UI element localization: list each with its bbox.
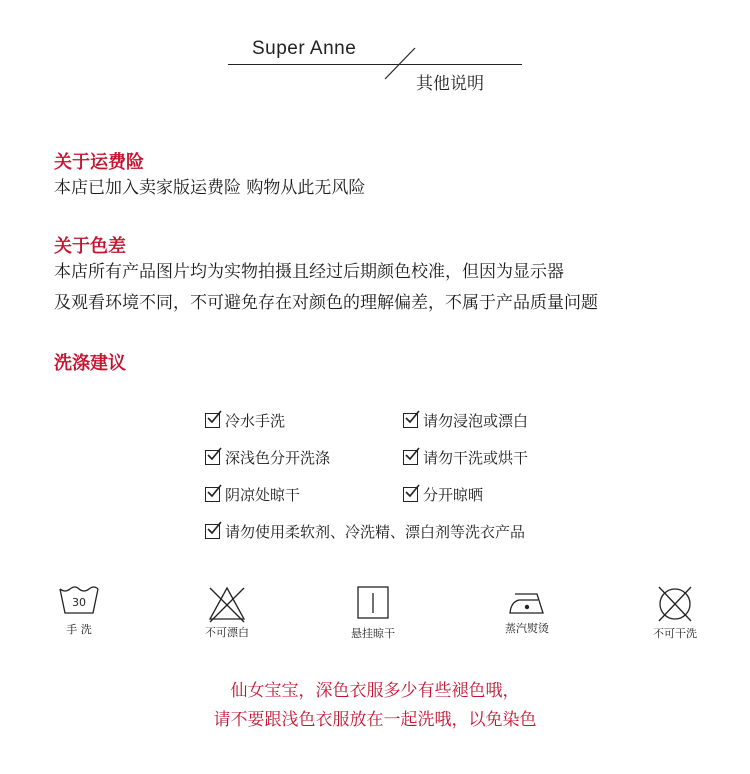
care-label: 悬挂晾干 [351, 627, 395, 640]
color-difference-line-1: 本店所有产品图片均为实物拍摄且经过后期颜色校准，但因为显示器 [54, 262, 564, 282]
wash-tip-label: 深浅色分开洗涤 [225, 449, 331, 467]
wash-temperature: 30 [72, 596, 86, 609]
washing-title: 洗涤建议 [54, 353, 126, 374]
color-difference-title: 关于色差 [54, 236, 126, 257]
fading-note-line-1: 仙女宝宝，深色衣服多少有些褪色哦， [230, 681, 520, 701]
care-symbol-no-bleach [192, 585, 262, 640]
care-label: 蒸汽熨烫 [505, 622, 549, 635]
steam-iron-icon [507, 588, 547, 616]
checkbox-checked-icon [403, 413, 418, 428]
hand-wash-30-icon [58, 585, 100, 617]
wash-tip-item [403, 410, 528, 431]
brand-name: Super Anne [252, 38, 357, 59]
hang-dry-icon [355, 585, 391, 621]
wash-tip-item [205, 484, 300, 505]
no-bleach-icon [207, 585, 247, 623]
wash-tip-item [403, 484, 483, 505]
fading-note-line-2: 请不要跟浅色衣服放在一起洗哦，以免染色 [213, 710, 537, 730]
checkbox-checked-icon [403, 487, 418, 502]
care-symbol-hang-dry [338, 585, 408, 641]
color-difference-line-2: 及观看环境不同，不可避免存在对颜色的理解偏差，不属于产品质量问题 [54, 293, 598, 313]
no-dry-clean-icon [655, 585, 695, 623]
wash-tip-label: 请勿浸泡或漂白 [423, 412, 529, 430]
wash-tip-label: 分开晾晒 [423, 486, 484, 504]
header-slash [380, 46, 420, 82]
wash-tip-label: 冷水手洗 [225, 412, 286, 430]
wash-tip-item [205, 521, 525, 542]
wash-tip-label: 请勿干洗或烘干 [423, 449, 529, 467]
checkbox-checked-icon [205, 413, 220, 428]
care-symbol-steam-iron [492, 588, 562, 636]
care-label: 手 洗 [66, 623, 92, 636]
checkbox-checked-icon [205, 524, 220, 539]
care-symbol-no-dry-clean [640, 585, 710, 641]
wash-tip-label: 请勿使用柔软剂、冷洗精、漂白剂等洗衣产品 [225, 523, 526, 541]
checkbox-checked-icon [403, 450, 418, 465]
wash-tip-label: 阴凉处晾干 [225, 486, 301, 504]
wash-tip-item [403, 447, 528, 468]
wash-tip-item [205, 447, 330, 468]
shipping-insurance-text: 本店已加入卖家版运费险 购物从此无风险 [54, 178, 366, 198]
checkbox-checked-icon [205, 450, 220, 465]
page-subtitle: 其他说明 [416, 74, 484, 94]
checkbox-checked-icon [205, 487, 220, 502]
wash-tip-item [205, 410, 285, 431]
care-symbol-hand-wash [46, 585, 112, 637]
shipping-insurance-title: 关于运费险 [54, 152, 144, 173]
care-label: 不可干洗 [653, 627, 697, 640]
header-divider [228, 64, 522, 65]
care-label: 不可漂白 [205, 626, 249, 639]
